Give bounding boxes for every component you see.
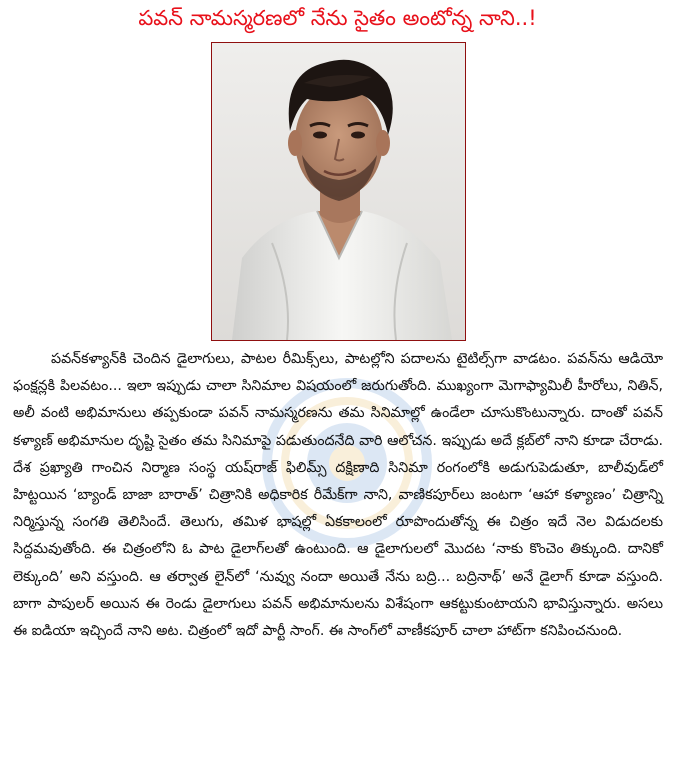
article-body: పవన్‌కళ్యాన్‌కి చెందిన డైలాగులు, పాటల రీమిక్స్‌లు, పాటల్లోని పదాలను టైటిల్స్‌గా వాడటం. పవన్‌ను ఆడియో ఫంక్షన్లకి పిలవటం... ఇలా ఇప్పుడు చాలా సినిమాల విషయంలో జరుగుతోంది. ముఖ్యంగా మెగాఫ్యామిలీ హీరోలు, నితిన్, అలీ వంటి అభిమానులు తప్పకుండా పవన్ నామస్మరణను తమ సినిమాల్లో ఉండేలా చూసుకొంటున్నారు. దాంతో పవన్ కళ్యాణ్ అభిమానుల దృష్టి సైతం తమ సినిమాపై పడుతుందనేది వారి ఆలోచన. ఇప్పుడు అదే క్లబ్‌లో నాని కూడా చేరాడు. దేశ ప్రఖ్యాతి గాంచిన నిర్మాణ సంస్థ యష్‌రాజ్ ఫిలిమ్స్ దక్షిణాది సినిమా రంగంలోకి అడుగుపెడుతూ, బాలీవుడ్‌లో హిట్టయిన ‘బ్యాండ్ బాజా బారాత్’ చిత్రానికి అధికారిక రీమేక్‌గా నాని, వాణికపూర్‌లు జంటగా ‘ఆహా కళ్యాణం’ చిత్రాన్ని నిర్మిస్తున్న సంగతి తెలిసిందే. తెలుగు, తమిళ భాషల్లో ఏకకాలంలో రూపొందుతోన్న ఈ చిత్రం ఇదే నెల విడుదలకు సిద్దమవుతోంది. ఈ చిత్రంలోని ఓ పాట డైలాగ్‌లతో ఉంటుంది. ఆ డైలాగులలో మొదట ‘నాకు కొంచెం తిక్కుంది. దానికో లెక్కుంది’ అని వస్తుంది. ఆ తర్వాత లైన్‌లో ‘నువ్వు నందా అయితే నేను బద్రి... బద్రినాథ్’ అనే డైలాగ్ కూడా వస్తుంది. బాగా పాపులర్ అయిన ఈ రెండు డైలాగులు పవన్ అభిమానులను విశేషంగా ఆకట్టుకుంటాయని భావిస్తున్నారు. అసలు ఈ ఐడియా ఇచ్చిందే నాని అట. చిత్రంలో ఇదో పార్టీ సాంగ్. ఈ సాంగ్‌లో వాణీకపూర్ చాలా హాట్‌గా కనిపించనుంది. (13, 351, 663, 640)
actor-photo (211, 42, 466, 341)
article-headline: పవన్ నామస్మరణలో నేను సైతం అంటోన్న నాని..! (138, 6, 537, 30)
portrait-photo-icon (212, 43, 465, 340)
